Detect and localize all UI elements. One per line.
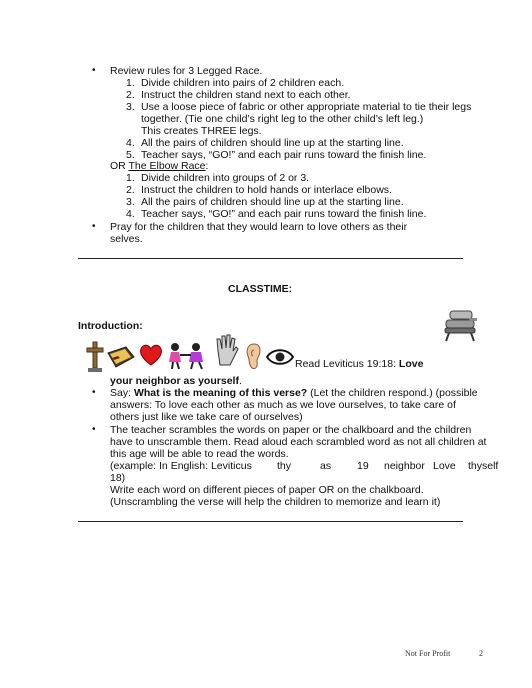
bullet: •: [92, 65, 96, 76]
verse-text: your neighbor as yourself: [110, 375, 239, 387]
step-number: 5.: [126, 149, 135, 161]
step-number: 3.: [126, 196, 135, 208]
scrambled-word: Love: [433, 460, 456, 472]
example-text: (example: In English: Leviticus: [110, 460, 252, 472]
write-text: (Unscrambling the verse will help the children to memorize and learn it): [110, 496, 441, 508]
step-text: Instruct the children to hold hands or interlace elbows.: [141, 184, 392, 196]
heart-icon: [138, 343, 164, 367]
verse-end: .: [238, 375, 242, 387]
children-icon: [166, 342, 212, 370]
say-text: answers: To love each other as much as we love ourselves, to take care of: [110, 399, 456, 411]
bible-icon: [106, 345, 136, 371]
teacher-text: The teacher scrambles the words on paper or the chalkboard and the children: [110, 424, 472, 436]
divider: [78, 521, 463, 522]
elbow-race-title: The Elbow Race: [128, 160, 206, 172]
step-number: 4.: [126, 137, 135, 149]
or-prefix: OR: [110, 160, 129, 172]
bullet: •: [92, 387, 96, 398]
teacher-text: have to unscramble them. Read aloud each scrambled word as not all children at: [110, 436, 487, 448]
bullet: •: [92, 424, 96, 435]
step-text: Use a loose piece of fabric or other appropriate material to tie their legs: [141, 101, 472, 113]
ear-icon: [244, 342, 264, 370]
step-number: 1.: [126, 172, 135, 184]
step-number: 4.: [126, 208, 135, 220]
verse-start: Love: [398, 358, 424, 370]
step-text: Divide children into groups of 2 or 3.: [141, 172, 310, 184]
step-text: Instruct the children stand next to each other.: [141, 89, 351, 101]
step-text: Divide children into pairs of 2 children each.: [141, 77, 345, 89]
or-suffix: :: [205, 160, 209, 172]
scrambled-word: thyself: [468, 460, 499, 472]
scrambled-word: thy: [277, 460, 292, 472]
classtime-heading: CLASSTIME:: [228, 283, 293, 295]
step-number: 3.: [126, 101, 135, 113]
say-text: others just like we take care of ourselves): [110, 411, 303, 423]
verse-line: [110, 375, 242, 388]
step-text: Teacher says, “GO!” and each pair runs toward the finish line.: [141, 208, 427, 220]
divider: [78, 258, 463, 259]
footer-text: Not For Profit: [405, 649, 451, 658]
step-number: 2.: [126, 89, 135, 101]
read-prefix: Read Leviticus 19:18:: [295, 358, 399, 370]
cross-icon: [84, 340, 106, 374]
scrambled-word: 19: [357, 460, 369, 472]
scrambled-word: as: [320, 460, 332, 472]
reading-reference: [295, 358, 423, 371]
pray-text: selves.: [110, 233, 143, 245]
step-text: This creates THREE legs.: [141, 125, 262, 137]
page-number: 2: [479, 649, 483, 658]
say-label: Say:: [110, 387, 134, 399]
introduction-label: Introduction:: [78, 320, 143, 332]
say-text: (Let the children respond.) (possible: [307, 387, 478, 399]
scrambled-word: neighbor: [384, 460, 425, 472]
step-text: All the pairs of children should line up at the starting line.: [141, 137, 404, 149]
eye-icon: [266, 349, 294, 365]
hand-icon: [214, 333, 240, 367]
or-line: [110, 160, 208, 173]
write-text: Write each word on different pieces of paper OR on the chalkboard.: [110, 484, 424, 496]
race-intro: Review rules for 3 Legged Race.: [110, 65, 263, 77]
step-text: together. (Tie one child’s right leg to the other child’s left leg.): [141, 113, 424, 125]
teacher-text: this age will be able to read the words.: [110, 448, 289, 460]
step-number: 1.: [126, 77, 135, 89]
say-question: What is the meaning of this verse?: [133, 387, 308, 399]
step-text: Teacher says, “GO!” and each pair runs toward the finish line.: [141, 149, 427, 161]
pray-text: Pray for the children that they would learn to love others as their: [110, 221, 408, 233]
chair-icon: [441, 308, 479, 342]
step-text: All the pairs of children should line up at the starting line.: [141, 196, 404, 208]
say-line: [110, 387, 478, 400]
bullet: •: [92, 221, 96, 232]
step-number: 2.: [126, 184, 135, 196]
example-text: 18): [110, 472, 126, 484]
